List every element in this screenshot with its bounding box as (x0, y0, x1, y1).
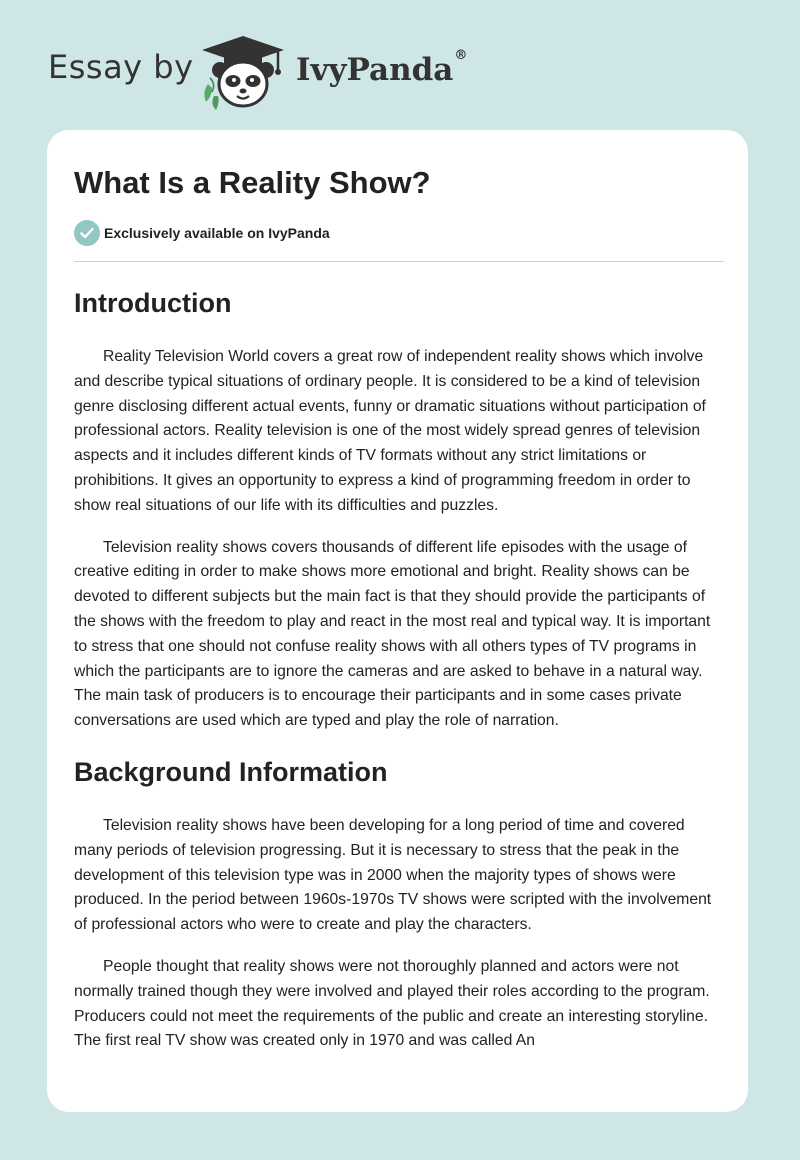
article-card (47, 130, 748, 1112)
paragraph: Television reality shows covers thousands of different life episodes with the usage of creative editing in order to make shows more emotional and bright. Reality shows can be devoted to different subjects but the main fact is that they should provide the participants of the shows with the freedom to play and react in the most real and typical way. It is important to stress that one should not confuse reality shows with all others types of TV programs in which the participants are to ignore the cameras and are asked to behave in a natural way. The main task of producers is to encourage their participants and in some cases private conversations are used which are typed and play the role of narration. (74, 538, 711, 730)
paragraph: Television reality shows have been developing for a long period of time and covered many periods of television progressing. But it is necessary to stress that the peak in the development of this television type was in 2000 when the majority types of shows were produced. In the period between 1960s-1970s TV shows were scripted with the involvement of professional actors who were to create and play the characters. (74, 816, 712, 934)
registered-mark: ® (454, 48, 468, 63)
exclusive-label: Exclusively available on IvyPanda (104, 225, 330, 241)
section-heading-background: Background Information (74, 756, 388, 787)
page-title: What Is a Reality Show? (74, 165, 431, 200)
ivypanda-logo-icon[interactable] (200, 34, 286, 110)
check-icon (74, 220, 100, 246)
brand-name[interactable]: IvyPanda® (296, 48, 468, 88)
essay-by-label: Essay by (48, 48, 194, 86)
section-heading-introduction: Introduction (74, 288, 232, 318)
paragraph: People thought that reality shows were not thoroughly planned and actors were not normally trained though they were involved and played their roles according to the program. Producers could not meet the requirements of the public and create an interesting storyline. The first real TV show was created only in 1970 and was called An (74, 957, 710, 1050)
exclusive-badge (74, 220, 330, 246)
article-body (74, 280, 724, 1054)
site-header (0, 0, 800, 130)
divider (74, 261, 724, 262)
paragraph: Reality Television World covers a great row of independent reality shows which involve and describe typical situations of ordinary people. It is considered to be a kind of television genre disclosing different actual events, funny or dramatic situations without participation of professional actors. Reality television is one of the most widely spread genres of television aspects and it includes different kinds of TV formats without any strict limitations or prohibitions. It gives an opportunity to express a kind of programming freedom in order to show real situations of our life with its difficulties and puzzles. (74, 348, 706, 514)
